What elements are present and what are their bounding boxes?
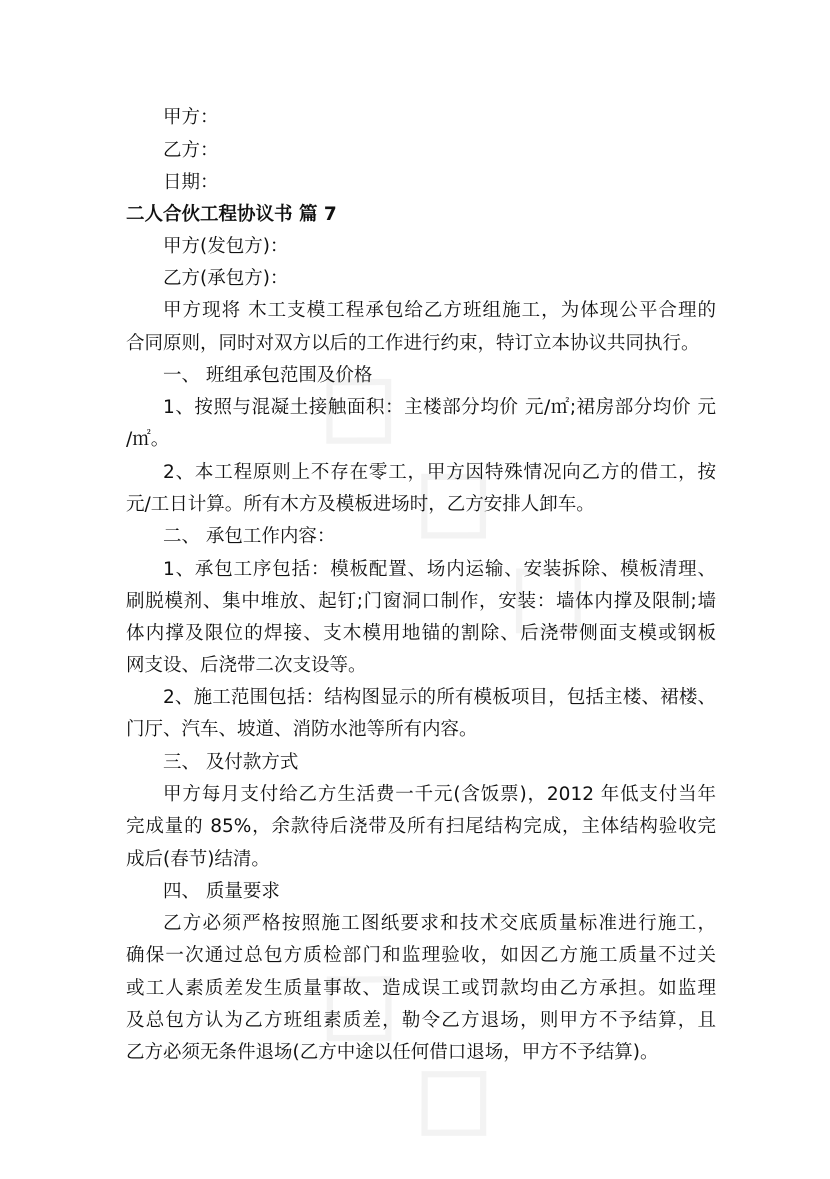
- clause-1-item-1-line: 1、按照与混凝土接触面积：主楼部分均价 元/㎡;裙房部分均价 元: [163, 397, 716, 418]
- clause-4-title: 四、 质量要求: [163, 881, 280, 902]
- intro-line: 合同原则，同时对双方以后的工作进行约束，特订立本协议共同执行。: [126, 333, 700, 354]
- intro-line: 甲方现将 木工支模工程承包给乙方班组施工，为体现公平合理的: [163, 300, 716, 321]
- clause-4-body-line: 确保一次通过总包方质检部门和监理验收，如因乙方施工质量不过关: [126, 945, 716, 966]
- clause-4-body-line: 及总包方认为乙方班组素质差，勒令乙方退场，则甲方不予结算，且: [126, 1010, 716, 1031]
- clause-2-item-1-line: 网支设、后浇带二次支设等。: [126, 655, 367, 676]
- party-a-label: 甲方(发包方)：: [163, 236, 289, 257]
- clause-3-body-line: 成后(春节)结清。: [126, 849, 270, 870]
- clause-1-item-2-line: 2、本工程原则上不存在零工，甲方因特殊情况向乙方的借工，按: [163, 462, 716, 483]
- clause-4-body-line: 乙方必须无条件退场(乙方中途以任何借口退场，甲方不予结算)。: [126, 1042, 659, 1063]
- clause-1-title: 一、 班组承包范围及价格: [163, 365, 373, 386]
- clause-2-item-2-line: 门厅、汽车、坡道、消防水池等所有内容。: [126, 719, 478, 740]
- party-b-label: 乙方(承包方)：: [163, 268, 289, 289]
- clause-2-title: 二、 承包工作内容：: [163, 526, 336, 547]
- clause-3-body-line: 完成量的 85%，余款待后浇带及所有扫尾结构完成，主体结构验收完: [126, 816, 716, 837]
- clause-1-item-2-line: 元/工日计算。所有木方及模板进场时，乙方安排人卸车。: [126, 494, 595, 515]
- clause-2-item-2-line: 2、施工范围包括：结构图显示的所有模板项目，包括主楼、裙楼、: [163, 687, 716, 708]
- clause-2-item-1-line: 体内撑及限位的焊接、支木模用地锚的割除、后浇带侧面支模或钢板: [126, 623, 716, 644]
- clause-4-body-line: 乙方必须严格按照施工图纸要求和技术交底质量标准进行施工，: [163, 913, 716, 934]
- signature-date: 日期：: [163, 172, 219, 193]
- clause-3-body-line: 甲方每月支付给乙方生活费一千元(含饭票)，2012 年低支付当年: [163, 784, 716, 805]
- clause-3-title: 三、 及付款方式: [163, 752, 299, 773]
- clause-2-item-1-line: 1、承包工序包括：模板配置、场内运输、安装拆除、模板清理、: [163, 559, 716, 580]
- clause-2-item-1-line: 刷脱模剂、集中堆放、起钉;门窗洞口制作，安装：墙体内撑及限制;墙: [126, 591, 716, 612]
- section-title: 二人合伙工程协议书 篇 7: [126, 204, 337, 225]
- signature-party-a: 甲方：: [163, 107, 219, 128]
- signature-party-b: 乙方：: [163, 140, 219, 161]
- clause-1-item-1-line: /㎡。: [126, 429, 170, 450]
- clause-4-body-line: 或工人素质差发生质量事故、造成误工或罚款均由乙方承担。如监理: [126, 978, 716, 999]
